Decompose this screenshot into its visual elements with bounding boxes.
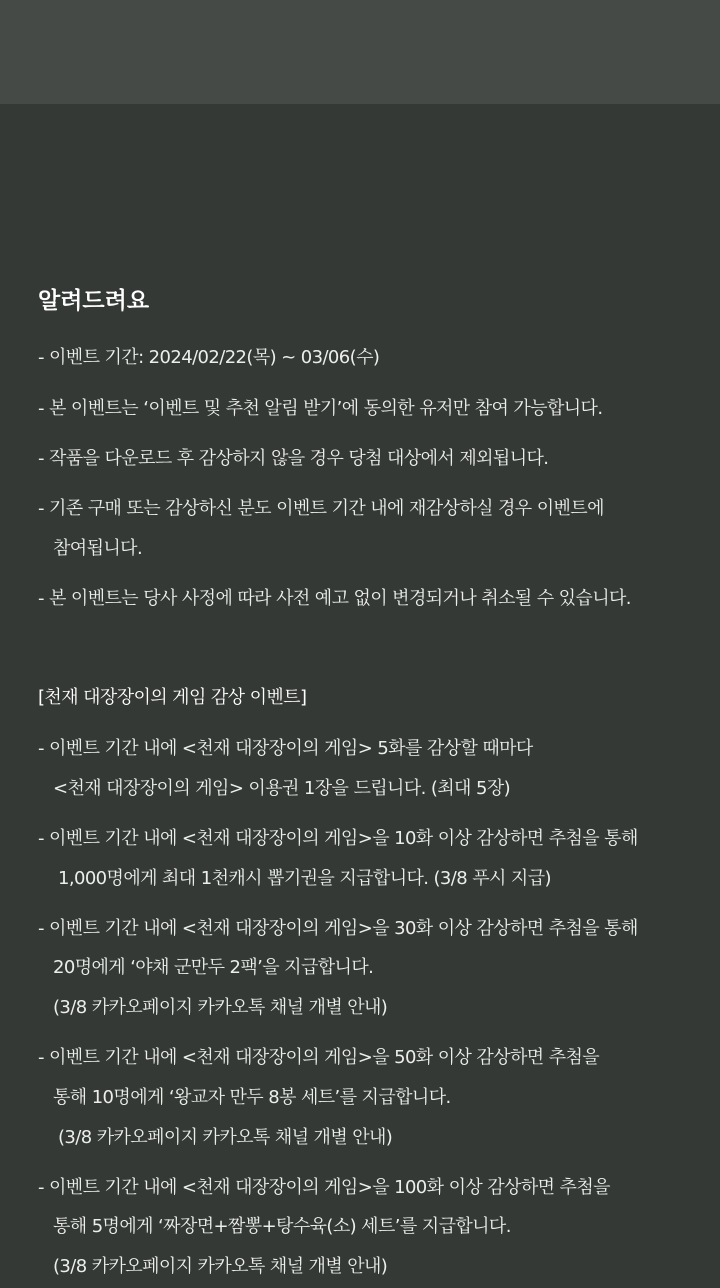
event-section-title: [천재 대장장이의 게임 감상 이벤트] bbox=[38, 687, 307, 708]
top-banner-area bbox=[0, 0, 720, 104]
event-line-4: - 이벤트 기간 내에 <천재 대장장이의 게임>을 50화 이상 감상하면 추첨을 bbox=[38, 1047, 600, 1068]
event-line-5-note: (3/8 카카오페이지 카카오톡 채널 개별 안내) bbox=[53, 1256, 388, 1277]
event-line-5-cont: 통해 5명에게 ‘짜장면+짬뽕+탕수육(소) 세트’를 지급합니다. bbox=[53, 1216, 511, 1237]
event-line-1-cont: <천재 대장장이의 게임> 이용권 1장을 드립니다. (최대 5장) bbox=[53, 778, 511, 799]
event-line-2-cont: 1,000명에게 최대 1천캐시 뽑기권을 지급합니다. (3/8 푸시 지급) bbox=[58, 868, 551, 889]
notice-line-change: - 본 이벤트는 당사 사정에 따라 사전 예고 없이 변경되거나 취소될 수 있습니다. bbox=[38, 588, 631, 609]
event-line-5: - 이벤트 기간 내에 <천재 대장장이의 게임>을 100화 이상 감상하면 추첨을 bbox=[38, 1177, 610, 1198]
event-line-3-note: (3/8 카카오페이지 카카오톡 채널 개별 안내) bbox=[53, 997, 388, 1018]
notice-line-exclusion: - 작품을 다운로드 후 감상하지 않을 경우 당첨 대상에서 제외됩니다. bbox=[38, 448, 549, 469]
notice-line-period: - 이벤트 기간: 2024/02/22(목) ~ 03/06(수) bbox=[38, 347, 380, 368]
event-line-2: - 이벤트 기간 내에 <천재 대장장이의 게임>을 10화 이상 감상하면 추첨을 통해 bbox=[38, 828, 638, 849]
notice-line-consent: - 본 이벤트는 ‘이벤트 및 추천 알림 받기’에 동의한 유저만 참여 가능합니다. bbox=[38, 398, 603, 419]
notice-title: 알려드려요 bbox=[38, 288, 150, 314]
event-line-3: - 이벤트 기간 내에 <천재 대장장이의 게임>을 30화 이상 감상하면 추첨을 통해 bbox=[38, 918, 638, 939]
event-line-3-cont: 20명에게 ‘야채 군만두 2팩’을 지급합니다. bbox=[53, 957, 374, 978]
event-line-4-cont: 통해 10명에게 ‘왕교자 만두 8봉 세트’를 지급합니다. bbox=[53, 1087, 451, 1108]
event-line-4-note: (3/8 카카오페이지 카카오톡 채널 개별 안내) bbox=[58, 1127, 393, 1148]
event-line-1: - 이벤트 기간 내에 <천재 대장장이의 게임> 5화를 감상할 때마다 bbox=[38, 738, 533, 759]
notice-line-rewatch-cont: 참여됩니다. bbox=[53, 538, 143, 559]
notice-line-rewatch: - 기존 구매 또는 감상하신 분도 이벤트 기간 내에 재감상하실 경우 이벤트에 bbox=[38, 498, 604, 519]
